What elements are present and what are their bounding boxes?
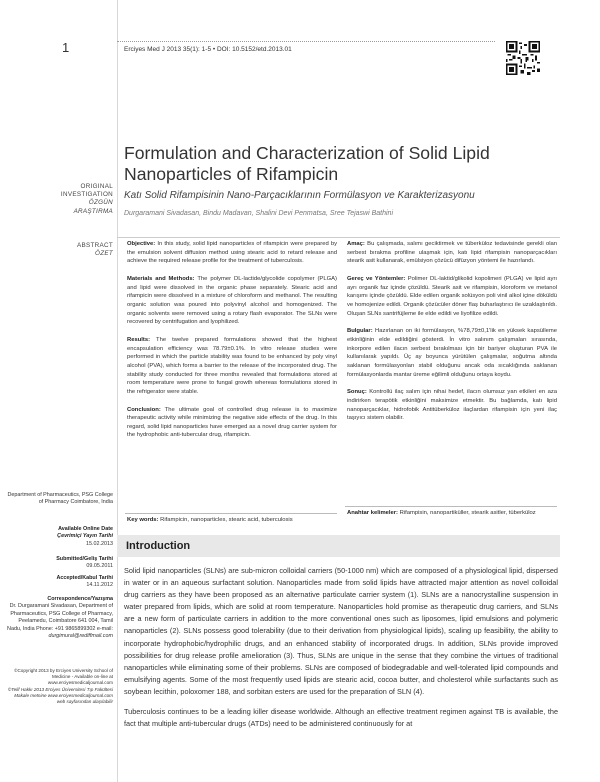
keywords-turkish: Anahtar kelimeler: Rifampisin, nanopartiküller, stearik asitler, tüberküloz bbox=[347, 510, 536, 516]
introduction-heading: Introduction bbox=[126, 540, 191, 552]
article-type-label: ORIGINAL INVESTIGATION ÖZGÜN ARAŞTIRMA bbox=[60, 183, 113, 215]
left-margin-rule bbox=[117, 0, 118, 782]
page-number: 1 bbox=[62, 40, 70, 55]
journal-citation: Erciyes Med J 2013 35(1): 1-5 • DOI: 10.5152/etd.2013.01 bbox=[124, 46, 292, 53]
online-date: Available Online Date Çevrimiçi Yayın Tarihi 15.02.2013 bbox=[57, 526, 113, 547]
keywords-rule bbox=[125, 513, 337, 514]
ozet-bulgular: Bulgular: Hazırlanan on iki formülasyon, %78,79±0,1'lik en yüksek kapsülleme etkinliğinin elde edildiğini gösterdi. İn vitro salınım çalışmaları sırasında, inkorpore edilen ilacın serbest bırakılması için bir bariyer oluşturan PVA ile kullanılarak yapıldı. Üç ay boyunca yürütülen çalışmalar, soğutma altında saklanan formülasyonları stabil olduğunu ancak oda sıcaklığında saklanan formülasyonlarda mantar üreme eğilimli olduğunu ortaya koydu. bbox=[347, 328, 557, 378]
accepted-date: Accepted/Kabul Tarihi 14.11.2012 bbox=[56, 575, 113, 589]
introduction-heading-bar bbox=[117, 535, 560, 557]
correspondence: Correspondence/Yazışma Dr. Durgaramani Sivadasan, Department of Pharmaceutics, PSG College of Pharmacy, Peelamedu, Coimbatore 641 004, Tamil Nadu, India Phone: +91 9865899302 e-mail: durgimural@rediffmail.com bbox=[7, 596, 113, 640]
article-title-turkish: Katı Solid Rifampisinin Nano-Parçacıklarının Formülasyon ve Karakterizasyonu bbox=[124, 190, 475, 201]
abstract-label: ABSTRACT ÖZET bbox=[77, 242, 113, 258]
qr-code-icon bbox=[506, 41, 540, 75]
abstract-objective: Objective: In this study, solid lipid nanoparticles of rifampicin were prepared by the emulsion solvent diffusion method using stearic acid to retard release and achieve the required release profile for the treatment of tuberculosis. bbox=[127, 241, 337, 265]
introduction-body bbox=[124, 565, 558, 738]
abstract-top-rule bbox=[117, 237, 560, 238]
intro-paragraph-2: Tuberculosis continues to be a leading killer disease worldwide. Although an effective treatment regimen against TB is available, the fact that multiple anti-tubercular drugs (ATDs) need to be administered continuously for at bbox=[124, 707, 558, 729]
submitted-date: Submitted/Geliş Tarihi 09.05.2011 bbox=[56, 556, 113, 570]
keywords-rule-turkish bbox=[345, 506, 557, 507]
ozet-yontem: Gereç ve Yöntemler: Polimer DL-laktid/glikolid kopolimeri (PLGA) ve lipid ayrı ayrı organik faz içinde çözüldü. Stearik asit ve rifampisin, kloroform ve metanol karışımı içinde çözüldü. Elde edilen organik solüsyon poli vinil alkol içine döküldü ve homojenize edildi. Organik çözücüler döner flaş buharlaştırıcı ile uzaklaştırıldı. Oluşan SLNs santrifüjleme ile elde edildi ve liyofilize edildi. bbox=[347, 275, 558, 317]
abstract-english bbox=[127, 240, 337, 449]
correspondence-email[interactable]: durgimural@rediffmail.com bbox=[48, 633, 113, 640]
author-list: Durgaramani Sivadasan, Bindu Madavan, Shalini Devi Penmatsa, Sree Tejaswi Bathini bbox=[124, 210, 393, 217]
intro-paragraph-1: Solid lipid nanoparticles (SLNs) are sub-micron colloidal carriers (50-1000 nm) which are composed of a physiological lipid, dispersed in water or in an aqueous surfactant solution. Nanoparticles made from solid lipids have attracted major attention as novel colloidal drug carriers as they have been proposed as an alternative particulate carrier system (1). SLNs are a nanocrystalline suspension in water prepared from lipids, which are solid at room temperature. Nanoparticles hold promise as therapeutic drug carriers, and SLNs are a new form of particulate carriers in addition to the more conventional ones such as liposomes, lipid emulsions and polymeric nanoparticles (2). SLNs possess good tolerability (due to their derivation from physiological lipids), scaling up feasibility, the ability to incorporate hydrophobic/hydrophilic drugs, and an enhanced stability of incorporated drugs. In addition, SLNs provide improved possibilities for drug release profile amelioration (3). Thus, SLNs are unique in the sense that they combine the virtues of traditional nanoparticles while eliminating some of their problems. SLNs are composed of biodegradable and well-tolerated lipid compounds and emulsifying agents. Some of the most frequently used lipids are stearic acid, cocoa butter, and cholesterol while surfactants such as soybean lecithin, poloxomer 188, and sorbitan esters are used for the preparation of SLN (4). bbox=[124, 566, 558, 696]
abstract-conclusion: Conclusion: The ultimate goal of controlled drug release is to maximize therapeutic activity while minimizing the negative side effects of the drug. In this regard, solid lipid nanoparticles have emerged as a novel drug carrier system for the hydrophobic anti-tubercular drug, rifampicin. bbox=[127, 406, 337, 439]
affiliation: Department of Pharmaceutics, PSG College of Pharmacy Coimbatore, India bbox=[7, 492, 113, 506]
copyright-notice: ©Copyright 2013 by Erciyes University School of Medicine - Available on-line at www.erciyesmedicaljournal.com ©Telif Hakkı 2013 Erciyes Üniversitesi Tıp Fakültesi Makale metnine www.erciyesmedicaljournal.com web sayfasından ulaşılabilir bbox=[7, 668, 113, 705]
abstract-results: Results: The twelve prepared formulations showed that the highest encapsulation efficiency was 78.79±0.1%. In vitro release studies were performed in which the particle stability was found to be enhanced by poly vinyl alcohol (PVA), which forms a barrier to the release of the incorporated drug. The stability study conducted for three months revealed that formulations stored at room temperature were prone to fungal growth whereas formulations stored in the refrigerator were stable. bbox=[127, 336, 337, 395]
article-title: Formulation and Characterization of Solid Lipid Nanoparticles of Rifampicin bbox=[124, 143, 490, 184]
ozet-amac: Amaç: Bu çalışmada, salımı geciktirmek ve tüberküloz tedavisinde gerekli olan serbest bırakma profiline ulaşmak için, katı lipid rifampisin nanoparçacıkları stearik asit kullanarak, emülsiyon çözücü difüzyon yöntemi ile hazırlandı. bbox=[347, 241, 557, 265]
abstract-turkish bbox=[347, 240, 557, 432]
ozet-sonuc: Sonuç: Kontrollü ilaç salım için nihai hedef, ilacın olumsuz yan etkileri en aza indirirken terapötik etkinliğini maksimize etmektir. Bu bağlamda, katı lipid nanoparçacıklar, hidrofobik Antitüberküloz ilaçlardan rifampisin için yeni ilaç taşıyıcı sistem olabilir. bbox=[347, 389, 557, 422]
abstract-methods: Materials and Methods: The polymer DL-lactide/glycolide copolymer (PLGA) and lipid were dissolved in the organic phase separately. Stearic acid and rifampicin were dissolved in a mixture of chloroform and methanol. The resulting organic solution was poured into polyvinyl alcohol and homogenized. The organic solvents were removed using a rotary flash evaporator. The SLNs were recovered by centrifugation and lyophilized. bbox=[127, 275, 337, 326]
header-rule bbox=[117, 41, 495, 42]
keywords-english: Key words: Rifampicin, nanoparticles, stearic acid, tuberculosis bbox=[127, 517, 293, 523]
